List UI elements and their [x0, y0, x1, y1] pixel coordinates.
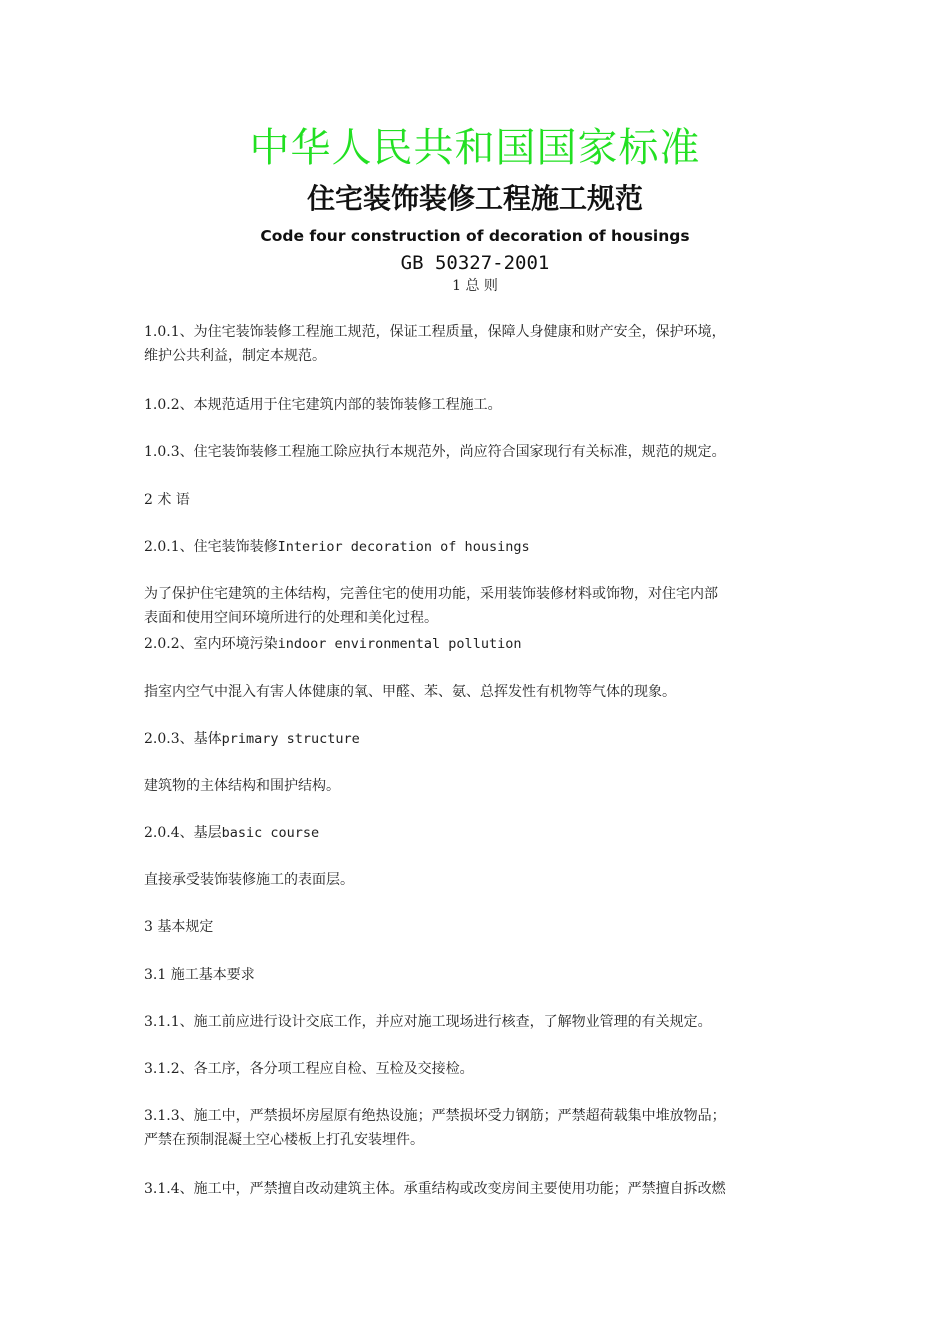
definition-2-0-1-line2: 表面和使用空间环境所进行的处理和美化过程。: [144, 610, 438, 626]
clause-3-1-3-line2: 严禁在预制混凝土空心楼板上打孔安装埋件。: [144, 1132, 424, 1148]
definition-2-0-3: 建筑物的主体结构和围护结构。: [144, 778, 340, 794]
term-2-0-4-english: basic course: [221, 825, 320, 841]
code-title-en: Code four construction of decoration of housings: [260, 227, 690, 245]
definition-2-0-1: [144, 582, 824, 630]
standard-title: 中华人民共和国国家标准: [249, 125, 701, 171]
term-2-0-3-english: primary structure: [221, 731, 360, 747]
term-2-0-1: [144, 535, 824, 559]
term-2-0-2-english: indoor environmental pollution: [277, 636, 522, 652]
clause-3-1-3: [144, 1104, 824, 1152]
chapter-3-heading: 3 基本规定: [144, 919, 214, 935]
definition-2-0-1-line1: 为了保护住宅建筑的主体结构，完善住宅的使用功能，采用装饰装修材料或饰物，对住宅内部: [144, 586, 718, 602]
clause-1-0-2: 1.0.2、本规范适用于住宅建筑内部的装饰装修工程施工。: [144, 397, 502, 413]
term-2-0-4: [144, 821, 824, 845]
clause-1-0-3: 1.0.3、住宅装饰装修工程施工除应执行本规范外，尚应符合国家现行有关标准，规范的规定。: [144, 444, 726, 460]
term-2-0-3-label: 2.0.3、基体: [144, 731, 222, 747]
clause-1-0-1: [144, 320, 824, 368]
chapter-1-heading: 1 总 则: [452, 278, 498, 294]
section-3-1-heading: 3.1 施工基本要求: [144, 967, 255, 983]
clause-3-1-4: 3.1.4、施工中，严禁擅自改动建筑主体。承重结构或改变房间主要使用功能；严禁擅自拆改燃: [144, 1181, 726, 1197]
clause-3-1-3-line1: 3.1.3、施工中，严禁损坏房屋原有绝热设施；严禁损坏受力钢筋；严禁超荷载集中堆放物品；: [144, 1108, 726, 1124]
standard-code: GB 50327-2001: [400, 252, 550, 274]
clause-3-1-1: 3.1.1、施工前应进行设计交底工作，并应对施工现场进行核查，了解物业管理的有关规定。: [144, 1014, 712, 1030]
term-2-0-1-english: Interior decoration of housings: [277, 539, 530, 555]
clause-1-0-1-line1: 1.0.1、为住宅装饰装修工程施工规范，保证工程质量，保障人身健康和财产安全，保护环境，: [144, 324, 726, 340]
definition-2-0-4: 直接承受装饰装修施工的表面层。: [144, 872, 354, 888]
clause-1-0-1-line2: 维护公共利益，制定本规范。: [144, 348, 326, 364]
term-2-0-4-label: 2.0.4、基层: [144, 825, 222, 841]
term-2-0-2: [144, 632, 824, 656]
term-2-0-2-label: 2.0.2、室内环境污染: [144, 636, 278, 652]
code-title-cn: 住宅装饰装修工程施工规范: [306, 182, 643, 215]
clause-3-1-2: 3.1.2、各工序，各分项工程应自检、互检及交接检。: [144, 1061, 474, 1077]
term-2-0-1-label: 2.0.1、住宅装饰装修: [144, 539, 278, 555]
definition-2-0-2: 指室内空气中混入有害人体健康的氧、甲醛、苯、氨、总挥发性有机物等气体的现象。: [144, 684, 676, 700]
chapter-2-heading: 2 术 语: [144, 492, 190, 508]
term-2-0-3: [144, 727, 824, 751]
